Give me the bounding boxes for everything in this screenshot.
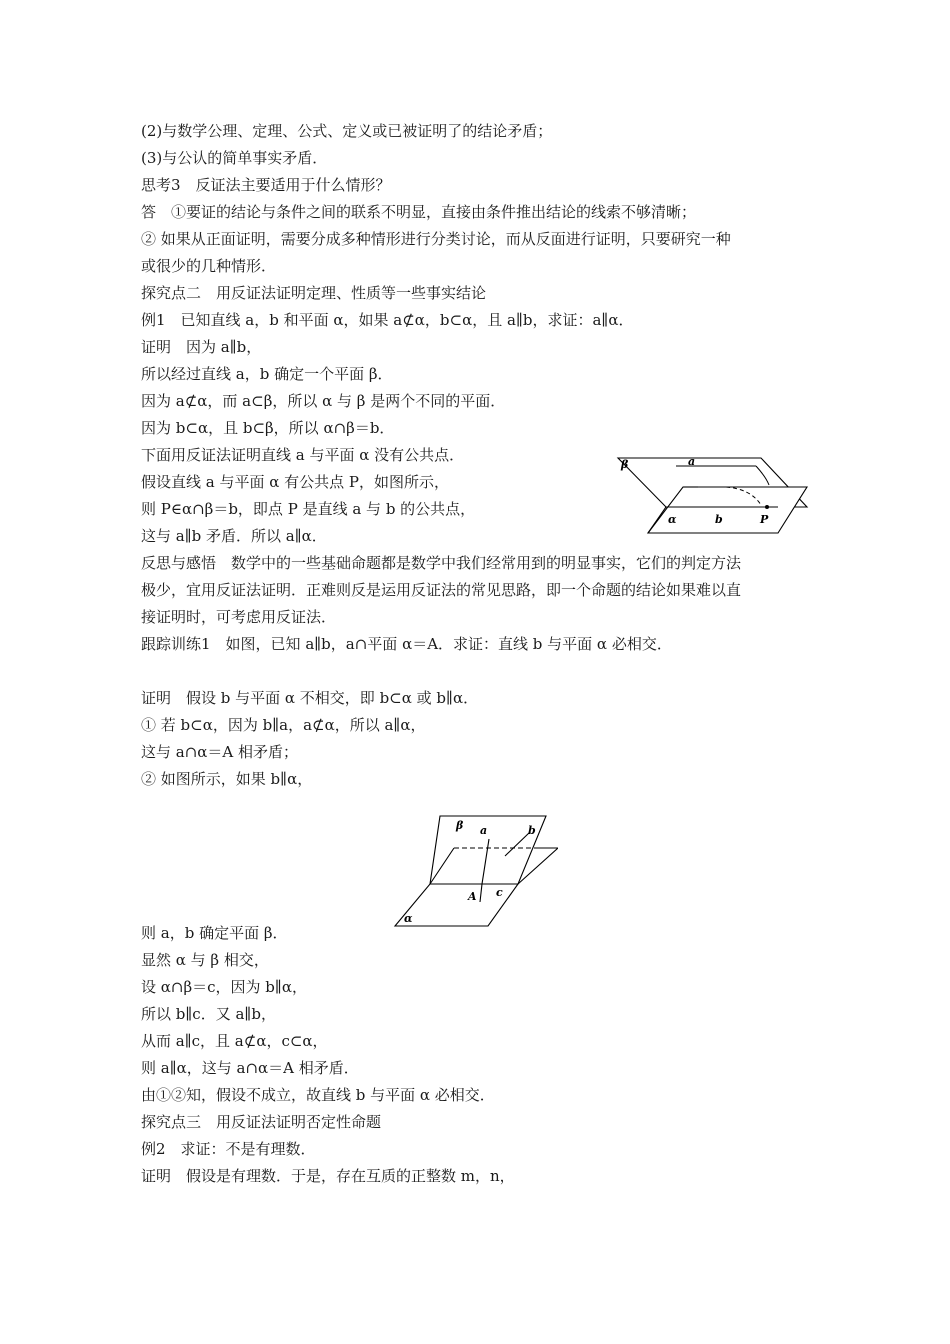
- proof-line-2: 所以经过直线 a，b 确定一个平面 β．: [141, 365, 393, 383]
- example-2-proof-line-1: 证明 假设是有理数．于是，存在互质的正整数 m，n，: [141, 1167, 515, 1185]
- proof-line-8: 这与 a∥b 矛盾．所以 a∥α．: [141, 527, 327, 545]
- text-line-1: (2)与数学公理、定理、公式、定义或已被证明了的结论矛盾；: [141, 122, 553, 140]
- fig2-label-c: c: [496, 886, 503, 899]
- exercise-proof-line-8: 所以 b∥c．又 a∥b，: [141, 1005, 276, 1023]
- fig1-label-a: a: [688, 455, 696, 468]
- exercise-1-statement: 跟踪训练1 如图，已知 a∥b，a∩平面 α＝A．求证：直线 b 与平面 α 必相交．: [141, 635, 672, 653]
- exercise-proof-line-2: ① 若 b⊂α，因为 b∥a，a⊄α，所以 a∥α，: [141, 716, 426, 734]
- thinking-3-question: 思考3 反证法主要适用于什么情形？: [141, 176, 391, 194]
- exercise-proof-line-3: 这与 a∩α＝A 相矛盾；: [141, 743, 299, 761]
- fig2-label-beta: β: [456, 819, 464, 832]
- exercise-proof-line-5: 则 a，b 确定平面 β．: [141, 924, 288, 942]
- exercise-proof-conclusion: 由①②知，假设不成立，故直线 b 与平面 α 必相交．: [141, 1086, 495, 1104]
- section-heading-3: 探究点三 用反证法证明否定性命题: [141, 1113, 382, 1131]
- text-line-2: (3)与公认的简单事实矛盾．: [141, 149, 328, 167]
- fig2-label-b: b: [528, 824, 536, 837]
- reflection-line-2: 极少，宜用反证法证明．正难则反是运用反证法的常见思路，即一个命题的结论如果难以直: [141, 581, 742, 599]
- proof-line-7: 则 P∈α∩β＝b，即点 P 是直线 a 与 b 的公共点，: [141, 500, 476, 518]
- fig2-label-point-a: A: [468, 890, 477, 903]
- fig1-label-beta: β: [621, 458, 629, 471]
- fig2-label-alpha: α: [404, 912, 413, 925]
- exercise-proof-line-10: 则 a∥α，这与 a∩α＝A 相矛盾．: [141, 1059, 359, 1077]
- exercise-proof-line-4: ② 如图所示，如果 b∥α，: [141, 770, 313, 788]
- reflection-line-3: 接证明时，可考虑用反证法．: [141, 608, 337, 626]
- reflection-line-1: 反思与感悟 数学中的一些基础命题都是数学中我们经常用到的明显事实，它们的判定方法: [141, 554, 742, 572]
- exercise-proof-line-9: 从而 a∥c，且 a⊄α，c⊂α，: [141, 1032, 328, 1050]
- figure-lines-a-b-planes: [392, 812, 558, 930]
- example-1-statement: 例1 已知直线 a，b 和平面 α，如果 a⊄α，b⊂α，且 a∥b，求证：a∥α．: [141, 311, 634, 329]
- answer-line-2: ② 如果从正面证明，需要分成多种情形进行分类讨论，而从反面进行证明，只要研究一种: [141, 230, 731, 248]
- answer-line-1: 答 ①要证的结论与条件之间的联系不明显，直接由条件推出结论的线索不够清晰；: [141, 203, 697, 221]
- example-2-statement: 例2 求证：不是有理数．: [141, 1140, 316, 1158]
- proof-line-5: 下面用反证法证明直线 a 与平面 α 没有公共点．: [141, 446, 465, 464]
- exercise-proof-line-7: 设 α∩β＝c，因为 b∥α，: [141, 978, 307, 996]
- proof-line-4: 因为 b⊂α，且 b⊂β，所以 α∩β＝b．: [141, 419, 395, 437]
- fig2-label-a: a: [480, 824, 488, 837]
- fig1-label-alpha: α: [668, 513, 677, 526]
- fig1-label-b: b: [715, 513, 723, 526]
- fig1-label-p: P: [760, 513, 769, 526]
- exercise-proof-line-6: 显然 α 与 β 相交，: [141, 951, 269, 969]
- proof-line-1: 证明 因为 a∥b，: [141, 338, 262, 356]
- answer-line-3: 或很少的几种情形．: [141, 257, 277, 275]
- section-heading-2: 探究点二 用反证法证明定理、性质等一些事实结论: [141, 284, 487, 302]
- figure-planes-alpha-beta: [616, 455, 812, 539]
- exercise-proof-line-1: 证明 假设 b 与平面 α 不相交，即 b⊂α 或 b∥α．: [141, 689, 479, 707]
- proof-line-3: 因为 a⊄α，而 a⊂β，所以 α 与 β 是两个不同的平面．: [141, 392, 506, 410]
- proof-line-6: 假设直线 a 与平面 α 有公共点 P，如图所示，: [141, 473, 450, 491]
